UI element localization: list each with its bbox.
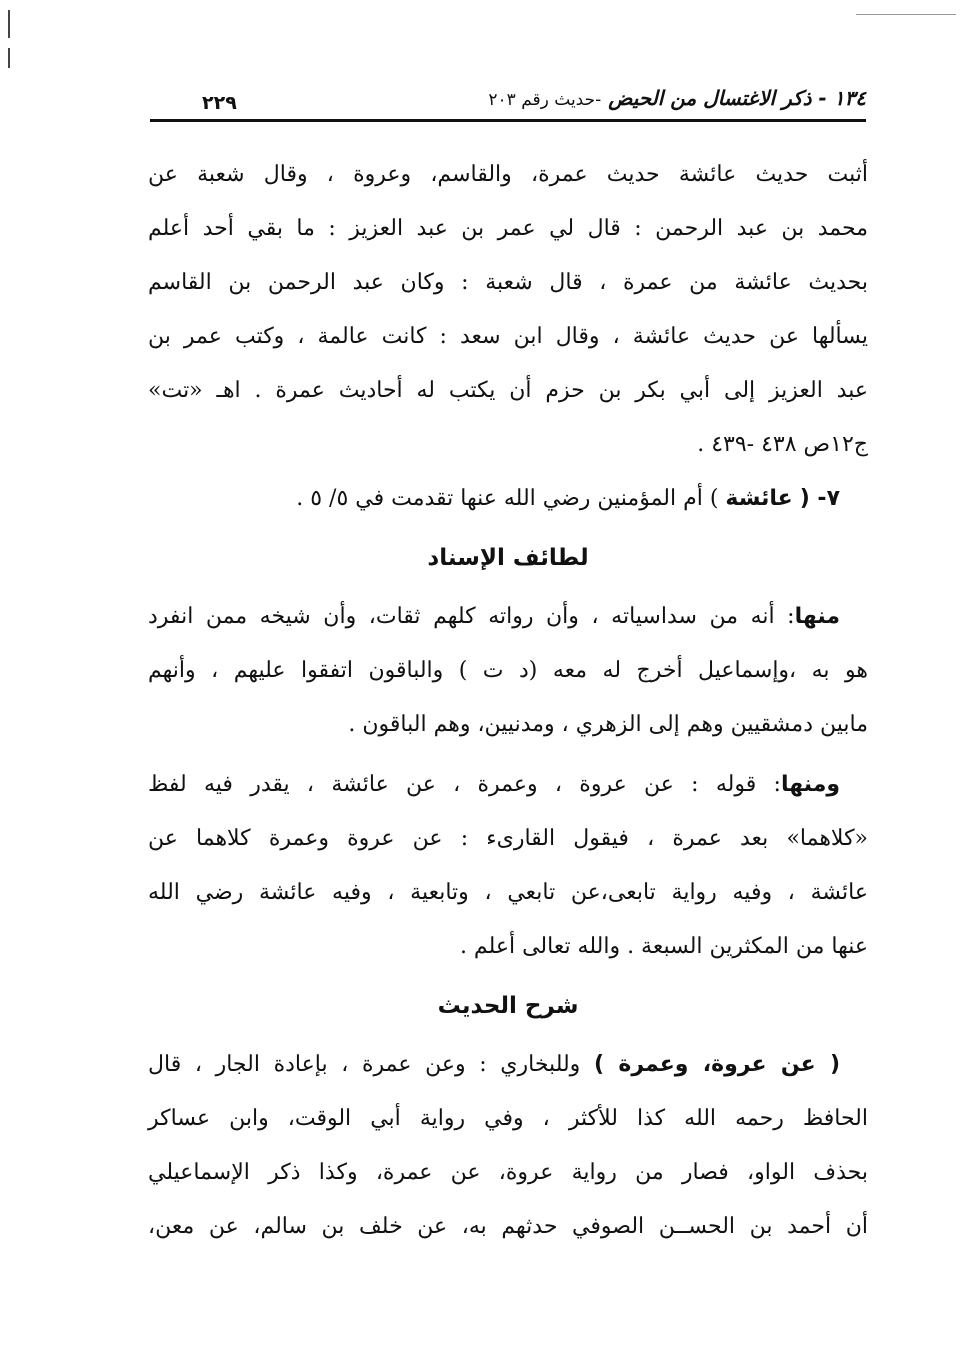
page-number: ٢٢٩ bbox=[194, 92, 245, 114]
header-chapter: ١٣٤ - ذكر الاغتسال من الحيض bbox=[608, 86, 866, 110]
paragraph-line: هو به ،وإسماعيل أخرج له معه (د ت ) والباقون اتفقوا عليهم ، وأنهم bbox=[148, 658, 868, 683]
header-rule bbox=[150, 119, 866, 122]
paragraph-label: ومنها bbox=[780, 772, 840, 797]
narrator-text: ) أم المؤمنين رضي الله عنها تقدمت في ٥/ ٥ . bbox=[296, 486, 719, 511]
page-body bbox=[148, 148, 868, 1254]
paragraph-line bbox=[148, 758, 868, 812]
paragraph-line: أن أحمد بن الحســن الصوفي حدثهم به، عن خلف بن سالم، عن معن، bbox=[148, 1214, 868, 1239]
paragraph-line bbox=[148, 1038, 868, 1092]
narrator-entry-7 bbox=[148, 472, 868, 526]
section-heading-isnad: لطائف الإسناد bbox=[427, 545, 589, 571]
header-title bbox=[478, 86, 866, 110]
scan-edge-mark bbox=[8, 10, 10, 38]
paragraph-label: ( عن عروة، وعمرة ) bbox=[593, 1052, 841, 1077]
text-line: يسألها عن حديث عائشة ، وقال ابن سعد : كانت عالمة ، وكتب عمر بن bbox=[148, 324, 868, 349]
text-line: بحديث عائشة من عمرة ، قال شعبة : وكان عبد الرحمن بن القاسم bbox=[148, 270, 868, 295]
text-line: أثبت حديث عائشة حديث عمرة، والقاسم، وعروة ، وقال شعبة عن bbox=[148, 162, 868, 187]
scan-edge-line bbox=[856, 14, 956, 15]
narrator-name: عائشة bbox=[725, 486, 793, 511]
paragraph-text: وللبخاري : وعن عمرة ، بإعادة الجار ، قال bbox=[148, 1052, 581, 1077]
paragraph-line bbox=[148, 590, 868, 644]
paragraph-line: «كلاهما» بعد عمرة ، فيقول القارىء : عن عروة وعمرة كلاهما عن bbox=[148, 826, 868, 851]
paragraph-line: عنها من المكثرين السبعة . والله تعالى أعلم . bbox=[459, 934, 868, 959]
paragraph-line: عائشة ، وفيه رواية تابعى،عن تابعي ، وتابعية ، وفيه عائشة رضي الله bbox=[148, 880, 868, 905]
running-header bbox=[150, 84, 866, 130]
text-line: عبد العزيز إلى أبي بكر بن حزم أن يكتب له أحاديث عمرة . اهـ «تت» bbox=[148, 378, 868, 403]
paragraph-text: : أنه من سداسياته ، وأن رواته كلهم ثقات، وأن شيخه ممن انفرد bbox=[148, 604, 795, 629]
narrator-number: ٧- ( bbox=[799, 486, 840, 511]
scan-edge-mark bbox=[8, 48, 10, 68]
header-hadith-number: -حديث رقم ٢٠٣ bbox=[488, 90, 602, 110]
text-line: ج١٢ص ٤٣٨ -٤٣٩ . bbox=[697, 432, 868, 457]
paragraph-line: مابين دمشقيين وهم إلى الزهري ، ومدنيين، وهم الباقون . bbox=[348, 712, 868, 737]
paragraph-line: بحذف الواو، فصار من رواية عروة، عن عمرة، وكذا ذكر الإسماعيلي bbox=[148, 1160, 868, 1185]
paragraph-line: الحافظ رحمه الله كذا للأكثر ، وفي رواية أبي الوقت، وابن عساكر bbox=[148, 1106, 868, 1131]
paragraph-label: منها bbox=[794, 604, 840, 629]
paragraph-text: : قوله : عن عروة ، وعمرة ، عن عائشة ، يقدر فيه لفظ bbox=[148, 772, 781, 797]
section-heading-sharh: شرح الحديث bbox=[437, 993, 579, 1019]
text-line: محمد بن عبد الرحمن : قال لي عمر بن عبد العزيز : ما بقي أحد أعلم bbox=[148, 216, 868, 241]
